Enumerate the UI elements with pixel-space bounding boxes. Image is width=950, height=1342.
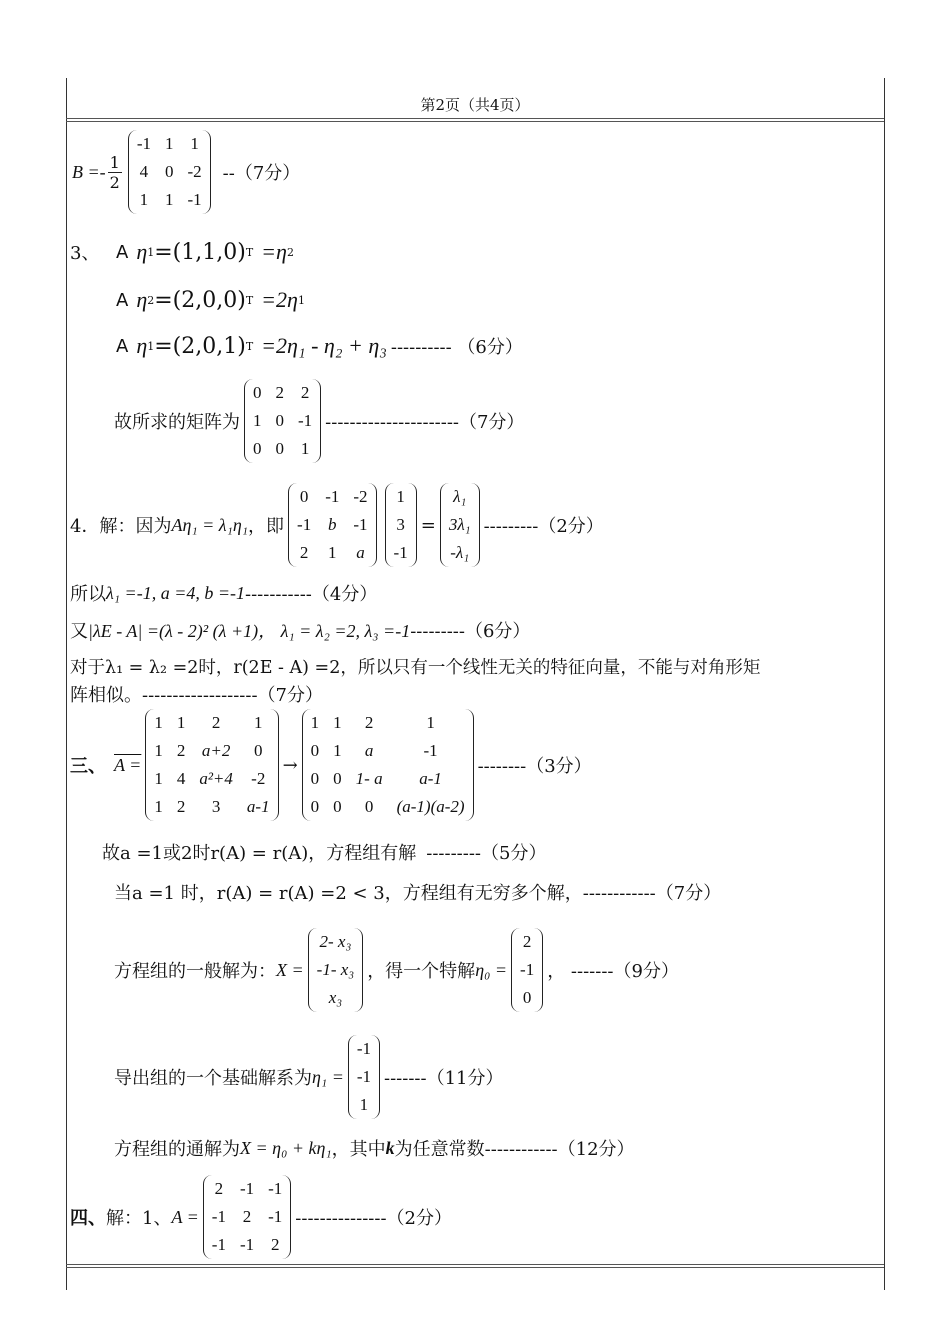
q3-matrix-line [114,374,524,468]
s3-l5-eq: X = η₀ + kη₁ [240,1137,332,1158]
matrix-cell: -1 [268,1179,283,1198]
q3-l3-eq: =(2,0,1) [154,333,246,359]
q4-line-5 [70,680,323,708]
matrix-cell: 2 [211,713,221,732]
s3-l3-eta: η₀ = [475,959,508,980]
q3-l2-sub: 2 [147,293,155,307]
matrix-cell: 1 [154,741,163,760]
b-fraction [108,153,122,192]
matrix-cell: -λ₁ [450,543,470,562]
q4-ji: ，即 [248,516,285,537]
matrix-cell: 1 [165,190,174,209]
q3-l2-lhs: A [116,289,129,311]
q3-l1-rhs-sub: 2 [286,245,294,259]
q3-l2-eq: =(2,0,0) [154,287,246,313]
page-header: 第2页（共4页） [420,96,530,114]
matrix-cell: 0 [275,439,284,458]
matrix-cell: 1 [253,713,263,732]
matrix-cell: -1 [423,741,438,760]
matrix-cell: 0 [299,487,309,506]
matrix-cell: 2 [522,932,532,951]
matrix-cell: b [328,515,337,534]
matrix-cell: 2 [300,383,310,402]
s4-line [70,1176,452,1258]
matrix-cell: 2 [364,713,374,732]
matrix-cell: 4 [139,162,149,181]
matrix-cell: -2 [251,769,266,788]
q4-line3-prefix: 又 [70,621,88,642]
q3-matrix-score: ----------------------（7分） [325,412,525,433]
matrix-cell: 1 [310,713,320,732]
s3-line-1 [102,838,546,866]
matrix-cell: -1 [211,1235,226,1254]
matrix-cell: a-1 [246,797,270,816]
s3-general-solution [308,928,364,1012]
s3-l5-mid: ，其中 [331,1139,386,1160]
s3-score-4: ， -------（9分） [547,961,679,982]
matrix-cell: 2 [214,1179,224,1198]
matrix-cell: 3 [396,515,405,534]
matrix-cell: 2- x₃ [319,932,352,951]
matrix-cell: -1 [356,1039,372,1058]
q4-score-2: -----------（4分） [244,584,378,605]
q3-l1-rhs: =η [261,239,287,264]
matrix-cell: a [364,741,374,760]
s3-line-5 [114,1134,635,1162]
matrix-cell: 2 [242,1207,252,1226]
s3-l1-text: 故a =1或2时r(A) = r(A)，方程组有解 [102,843,417,864]
matrix-cell: a-1 [419,769,442,788]
matrix-cell: 0 [310,741,320,760]
s3-l3-label: 方程组的一般解为： [114,961,276,982]
q4-score-1: ---------（2分） [483,516,604,537]
matrix-cell: 1 [154,769,163,788]
q4-line-3 [70,616,530,644]
matrix-cell: 1 [300,439,310,458]
matrix-cell: -1 [211,1207,226,1226]
matrix-cell: 0 [253,741,263,760]
matrix-cell: -1 [297,515,312,534]
matrix-cell: 0 [310,769,320,788]
q3-l3-lhs: A [116,335,129,357]
q3-l1-var: η [136,239,148,264]
matrix-cell: 1 [253,411,262,430]
s3-basis-solution [348,1035,380,1119]
matrix-cell: -1 [393,543,408,562]
matrix-cell: -2 [353,487,368,506]
matrix-cell: -1 [268,1207,283,1226]
matrix-cell: a+2 [201,741,231,760]
matrix-cell: 1 [333,741,342,760]
q3-l3-score: ---------- （6分） [390,337,523,358]
q3-matrix-label: 故所求的矩阵为 [114,412,240,433]
matrix-cell: 1 [328,543,337,562]
matrix-cell: 3 [211,797,221,816]
footer-rule-2 [66,1267,884,1268]
matrix-cell: -2 [187,162,202,181]
s3-score-6: ------------（12分） [484,1139,635,1160]
matrix-cell: 0 [522,988,532,1007]
matrix-cell: 0 [310,797,320,816]
q4-eq: = [420,514,436,536]
s3-score-1: --------（3分） [477,756,592,777]
b-score: --（7分） [222,163,301,184]
s3-line-2 [114,878,721,906]
matrix-cell: -1 [239,1179,255,1198]
q3-l3-sub: 1 [147,339,155,353]
s3-score-5: -------（11分） [384,1068,504,1089]
s3-matrix-1 [145,709,278,821]
q4-relation: Aη₁ = λ₁η₁ [171,514,249,535]
q4-line-4 [70,652,760,680]
q3-matrix [244,379,321,463]
frac-num: 1 [109,152,120,172]
matrix-cell: 1 [176,713,186,732]
q4-line-2 [70,580,377,606]
matrix-cell: 2 [299,543,309,562]
s3-l2-text: 当a =1 时，r(A) = r(A) =2 < 3，方程组有无穷多个解， [114,883,583,904]
q4-score-3: ---------（6分） [410,621,531,642]
q4-line2-math: λ₁ =-1, a =4, b =-1 [106,582,245,603]
q3-l2-rhs-sub: 1 [297,293,305,307]
q3-l1-sub: 1 [147,245,155,259]
matrix-cell: -1- x₃ [316,960,355,979]
s3-l3-x: X = [276,959,304,980]
q4-line-1 [70,478,604,572]
q4-line3-math: |λE - A| =(λ - 2)² (λ +1)， λ₁ = λ₂ =2, λ₃ =-1 [88,621,411,641]
s3-l5-rest: 为任意常数 [394,1139,485,1160]
s3-particular-solution [511,928,543,1012]
matrix-cell: a²+4 [199,769,233,788]
s3-augmented-line [70,708,592,822]
q3-l2-var: η [136,287,148,312]
s3-score-3: ------------（7分） [582,883,722,904]
matrix-cell: -1 [187,190,202,209]
q4-label: 4．解：因为 [70,516,172,537]
q3-l1-sup: T [245,245,254,259]
matrix-cell: 0 [333,769,342,788]
q3-l3-var: η [136,333,148,358]
matrix-cell: 0 [165,162,174,181]
matrix-cell: 1 [190,134,199,153]
matrix-cell: 2 [275,383,284,402]
q4-line2-prefix: 所以 [70,584,106,605]
s3-line-4 [114,1036,504,1118]
matrix-cell: -1 [136,134,151,153]
s3-label: 三、 [70,756,106,777]
matrix-cell: 1 [154,713,163,732]
q4-line5-text: 阵相似。-------------------（7分） [70,685,324,706]
matrix-cell: 0 [333,797,342,816]
matrix-cell: a [356,543,365,562]
q4-matrix-a [288,483,377,567]
s3-l4-label: 导出组的一个基础解系为 [114,1068,312,1089]
q3-l1-lhs: A [116,241,129,263]
q3-line-3 [116,328,523,364]
matrix-cell: -1 [520,960,535,979]
s3-abar: A = [114,754,142,775]
s3-score-2: ---------（5分） [426,843,547,864]
s4-matrix [203,1175,292,1259]
s4-sub: 解：1、 [106,1208,172,1229]
matrix-cell: 4 [176,769,186,788]
right-border [884,78,885,1290]
q3-l1-eq: =(1,1,0) [154,239,246,265]
matrix-cell: (a-1)(a-2) [396,797,465,816]
matrix-cell: -1 [298,411,313,430]
s3-l5-label: 方程组的通解为 [114,1139,240,1160]
b-matrix [128,130,211,214]
matrix-cell: -1 [239,1235,255,1254]
q4-result-vector [440,483,480,567]
q3-line-1 [70,234,294,270]
matrix-cell: 1 [426,713,435,732]
q3-l3-sup: T [245,339,254,353]
matrix-cell: 1- a [355,769,383,788]
matrix-cell: 0 [253,383,262,402]
footer-rule-1 [66,1264,884,1265]
s3-matrix-2 [302,709,474,821]
q3-l2-sup: T [245,293,254,307]
s3-l4-eta: η₁ = [312,1066,344,1087]
q4-vector [385,483,417,567]
matrix-cell: 1 [154,797,163,816]
s3-l5-k: k [385,1137,395,1158]
matrix-cell: 2 [270,1235,280,1254]
s4-a-eq: A = [171,1206,199,1227]
q3-label: 3、 [70,243,100,264]
q3-line-2 [116,282,305,318]
b-matrix-line [72,127,300,217]
matrix-cell: λ₁ [453,487,467,506]
matrix-cell: x₃ [328,988,343,1007]
matrix-cell: 1 [165,134,174,153]
s3-arrow: → [282,754,298,776]
matrix-cell: 2 [176,797,186,816]
matrix-cell: -1 [325,487,340,506]
s4-score: ---------------（2分） [295,1208,452,1229]
q4-line4-text: 对于λ₁ = λ₂ =2时，r(2E - A) =2，所以只有一个线性无关的特征向量，不能与对角形矩 [70,657,761,678]
q3-l3-rhs: =2η₁ - η₂ + η₃ [261,333,387,358]
matrix-cell: 2 [176,741,186,760]
left-border [66,78,67,1290]
matrix-cell: -1 [353,515,368,534]
matrix-cell: -1 [356,1067,372,1086]
matrix-cell: 0 [364,797,374,816]
matrix-cell: 1 [359,1095,369,1114]
header-rule-1 [66,118,884,119]
matrix-cell: 1 [333,713,342,732]
b-prefix: B =- [72,161,106,182]
q3-l2-rhs: =2η [261,287,298,312]
header-rule-2 [66,121,884,122]
matrix-cell: 3λ₁ [448,515,471,534]
matrix-cell: 0 [253,439,262,458]
s3-l3-mid: ，得一个特解 [367,961,476,982]
s4-label: 四、 [70,1208,106,1229]
s3-line-3 [114,924,679,1016]
matrix-cell: 0 [275,411,284,430]
matrix-cell: 1 [396,487,405,506]
frac-den: 2 [109,172,120,192]
matrix-cell: 1 [139,190,149,209]
